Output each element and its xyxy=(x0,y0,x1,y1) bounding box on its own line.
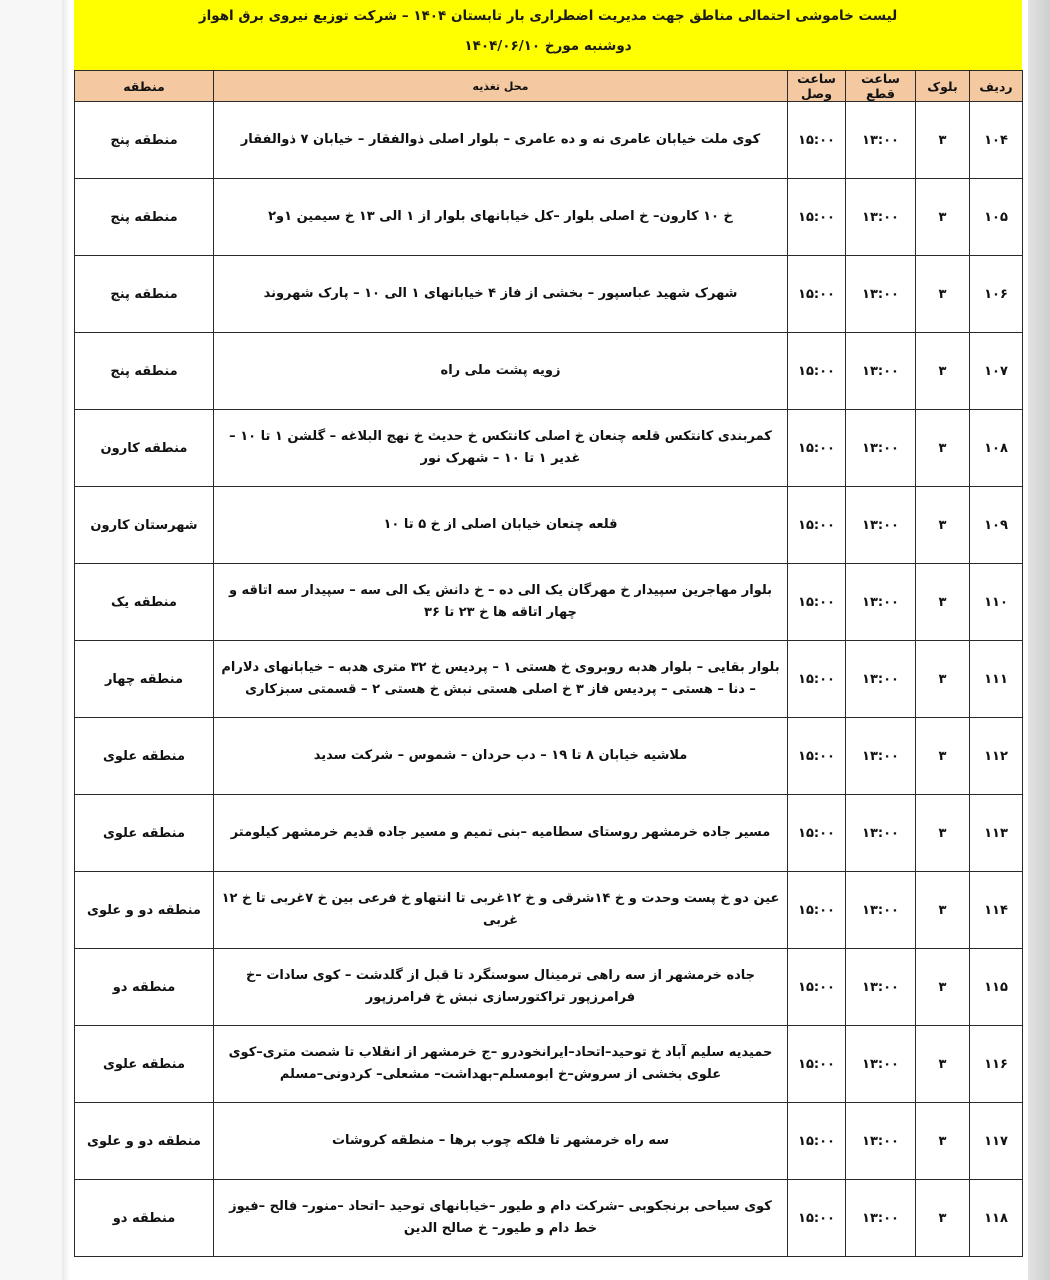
feed-location: ملاشیه خیابان ۸ تا ۱۹ – دب حردان – شموس – شرکت سدید xyxy=(214,718,788,795)
table-row xyxy=(75,1103,1023,1180)
feed-location: بلوار بقایی – بلوار هدبه روبروی خ هستی ۱ – پردیس خ ۳۲ متری هدبه – خیابانهای دلارام – دنا – هستی – پردیس فاز ۳ خ اصلی هستی نبش خ هستی ۲ – قسمتی سبزکاری xyxy=(214,641,788,718)
row-number: ۱۰۵ xyxy=(970,179,1023,256)
connect-time: ۱۵:۰۰ xyxy=(788,949,846,1026)
feed-location: حمیدیه سلیم آباد خ توحید–اتحاد–ایرانخودرو –ج خرمشهر از انقلاب تا شصت متری–کوی علوی بخشی از سروش–خ ابومسلم–بهداشت– مشعلی– کردونی–مسلم xyxy=(214,1026,788,1103)
region-name: منطقه کارون xyxy=(75,410,214,487)
block-number: ۳ xyxy=(916,718,970,795)
cut-time: ۱۳:۰۰ xyxy=(846,179,916,256)
table-row xyxy=(75,564,1023,641)
cut-time: ۱۳:۰۰ xyxy=(846,1103,916,1180)
feed-location: کوی سیاحی برنجکوبی –شرکت دام و طیور –خیابانهای توحید –اتحاد –منور– فالح –فیوز خط دام و طیور– خ صالح الدین xyxy=(214,1180,788,1257)
table-row xyxy=(75,1180,1023,1257)
table-row xyxy=(75,410,1023,487)
connect-time: ۱۵:۰۰ xyxy=(788,102,846,179)
col-row-header: ردیف xyxy=(970,71,1023,102)
block-number: ۳ xyxy=(916,1026,970,1103)
col-region-header: منطقه xyxy=(75,71,214,102)
outage-table xyxy=(74,70,1023,1257)
block-number: ۳ xyxy=(916,564,970,641)
region-name: منطقه چهار xyxy=(75,641,214,718)
feed-location: جاده خرمشهر از سه راهی ترمینال سوسنگرد تا قبل از گلدشت – کوی سادات –خ فرامرزپور تراکتورسازی نبش خ فرامرزپور xyxy=(214,949,788,1026)
region-name: منطقه دو و علوی xyxy=(75,1103,214,1180)
row-number: ۱۱۴ xyxy=(970,872,1023,949)
cut-time: ۱۳:۰۰ xyxy=(846,564,916,641)
table-row xyxy=(75,718,1023,795)
table-row xyxy=(75,179,1023,256)
block-number: ۳ xyxy=(916,795,970,872)
col-cut-header: ساعت قطع xyxy=(846,71,916,102)
table-row xyxy=(75,487,1023,564)
col-location-header: محل تغذیه xyxy=(214,71,788,102)
region-name: منطقه پنج xyxy=(75,179,214,256)
row-number: ۱۱۸ xyxy=(970,1180,1023,1257)
block-number: ۳ xyxy=(916,487,970,564)
region-name: منطقه علوی xyxy=(75,1026,214,1103)
cut-time: ۱۳:۰۰ xyxy=(846,333,916,410)
cut-time: ۱۳:۰۰ xyxy=(846,641,916,718)
block-number: ۳ xyxy=(916,1180,970,1257)
document-header xyxy=(74,0,1022,70)
block-number: ۳ xyxy=(916,872,970,949)
table-row xyxy=(75,102,1023,179)
table-row xyxy=(75,795,1023,872)
connect-time: ۱۵:۰۰ xyxy=(788,487,846,564)
cut-time: ۱۳:۰۰ xyxy=(846,872,916,949)
row-number: ۱۱۲ xyxy=(970,718,1023,795)
cut-time: ۱۳:۰۰ xyxy=(846,1180,916,1257)
connect-time: ۱۵:۰۰ xyxy=(788,256,846,333)
document-title: لیست خاموشی احتمالی مناطق جهت مدیریت اضطراری بار تابستان ۱۴۰۴ – شرکت توزیع نیروی برق اهواز xyxy=(198,8,898,24)
cut-time: ۱۳:۰۰ xyxy=(846,487,916,564)
region-name: منطقه یک xyxy=(75,564,214,641)
block-number: ۳ xyxy=(916,410,970,487)
row-number: ۱۱۰ xyxy=(970,564,1023,641)
table-header-row xyxy=(75,71,1023,102)
row-number: ۱۱۵ xyxy=(970,949,1023,1026)
row-number: ۱۰۸ xyxy=(970,410,1023,487)
cut-time: ۱۳:۰۰ xyxy=(846,718,916,795)
connect-time: ۱۵:۰۰ xyxy=(788,641,846,718)
right-background xyxy=(1028,0,1050,1280)
region-name: منطقه پنج xyxy=(75,102,214,179)
table-row xyxy=(75,949,1023,1026)
row-number: ۱۱۶ xyxy=(970,1026,1023,1103)
block-number: ۳ xyxy=(916,256,970,333)
connect-time: ۱۵:۰۰ xyxy=(788,1026,846,1103)
region-name: شهرستان کارون xyxy=(75,487,214,564)
row-number: ۱۱۳ xyxy=(970,795,1023,872)
region-name: منطقه پنج xyxy=(75,256,214,333)
col-connect-header: ساعت وصل xyxy=(788,71,846,102)
connect-time: ۱۵:۰۰ xyxy=(788,872,846,949)
row-number: ۱۰۶ xyxy=(970,256,1023,333)
feed-location: زویه پشت ملی راه xyxy=(214,333,788,410)
connect-time: ۱۵:۰۰ xyxy=(788,564,846,641)
row-number: ۱۰۷ xyxy=(970,333,1023,410)
region-name: منطقه پنج xyxy=(75,333,214,410)
feed-location: خ ۱۰ کارون– خ اصلی بلوار –کل خیابانهای بلوار از ۱ الی ۱۳ خ سیمین ۱و۲ xyxy=(214,179,788,256)
table-row xyxy=(75,1026,1023,1103)
region-name: منطقه دو xyxy=(75,1180,214,1257)
cut-time: ۱۳:۰۰ xyxy=(846,410,916,487)
cut-time: ۱۳:۰۰ xyxy=(846,949,916,1026)
feed-location: بلوار مهاجرین سپیدار خ مهرگان یک الی ده – خ دانش یک الی سه – سپیدار سه اتاقه و چهار اتاقه ها خ ۲۳ تا ۳۶ xyxy=(214,564,788,641)
feed-location: عین دو خ پست وحدت و خ ۱۴شرقی و خ ۱۲غربی تا انتهاو خ فرعی بین خ ۷غربی تا خ ۱۲ غربی xyxy=(214,872,788,949)
feed-location: سه راه خرمشهر تا فلکه چوب برها – منطقه کروشات xyxy=(214,1103,788,1180)
block-number: ۳ xyxy=(916,333,970,410)
block-number: ۳ xyxy=(916,949,970,1026)
feed-location: کوی ملت خیابان عامری نه و ده عامری – بلوار اصلی ذوالفقار – خیابان ۷ ذوالفقار xyxy=(214,102,788,179)
connect-time: ۱۵:۰۰ xyxy=(788,410,846,487)
cut-time: ۱۳:۰۰ xyxy=(846,256,916,333)
region-name: منطقه دو و علوی xyxy=(75,872,214,949)
connect-time: ۱۵:۰۰ xyxy=(788,795,846,872)
connect-time: ۱۵:۰۰ xyxy=(788,179,846,256)
row-number: ۱۰۴ xyxy=(970,102,1023,179)
left-edge xyxy=(62,0,70,1280)
table-row xyxy=(75,256,1023,333)
connect-time: ۱۵:۰۰ xyxy=(788,1180,846,1257)
region-name: منطقه علوی xyxy=(75,718,214,795)
cut-time: ۱۳:۰۰ xyxy=(846,795,916,872)
region-name: منطقه علوی xyxy=(75,795,214,872)
row-number: ۱۱۱ xyxy=(970,641,1023,718)
left-background xyxy=(0,0,62,1280)
row-number: ۱۰۹ xyxy=(970,487,1023,564)
cut-time: ۱۳:۰۰ xyxy=(846,1026,916,1103)
block-number: ۳ xyxy=(916,641,970,718)
feed-location: کمربندی کانتکس قلعه چنعان خ اصلی کانتکس خ حدیث خ نهج البلاغه – گلشن ۱ تا ۱۰ – غدیر ۱ تا ۱۰ – شهرک نور xyxy=(214,410,788,487)
connect-time: ۱۵:۰۰ xyxy=(788,718,846,795)
feed-location: مسیر جاده خرمشهر روستای سطامیه –بنی تمیم و مسیر جاده قدیم خرمشهر کیلومتر xyxy=(214,795,788,872)
feed-location: شهرک شهید عباسپور – بخشی از فاز ۴ خیابانهای ۱ الی ۱۰ – پارک شهروند xyxy=(214,256,788,333)
row-number: ۱۱۷ xyxy=(970,1103,1023,1180)
block-number: ۳ xyxy=(916,179,970,256)
block-number: ۳ xyxy=(916,1103,970,1180)
col-block-header: بلوک xyxy=(916,71,970,102)
cut-time: ۱۳:۰۰ xyxy=(846,102,916,179)
block-number: ۳ xyxy=(916,102,970,179)
table-row xyxy=(75,872,1023,949)
region-name: منطقه دو xyxy=(75,949,214,1026)
table-row xyxy=(75,333,1023,410)
connect-time: ۱۵:۰۰ xyxy=(788,1103,846,1180)
table-row xyxy=(75,641,1023,718)
feed-location: قلعه چنعان خیابان اصلی از خ ۵ تا ۱۰ xyxy=(214,487,788,564)
connect-time: ۱۵:۰۰ xyxy=(788,333,846,410)
document-date: دوشنبه مورخ ۱۴۰۴/۰۶/۱۰ xyxy=(464,38,632,54)
